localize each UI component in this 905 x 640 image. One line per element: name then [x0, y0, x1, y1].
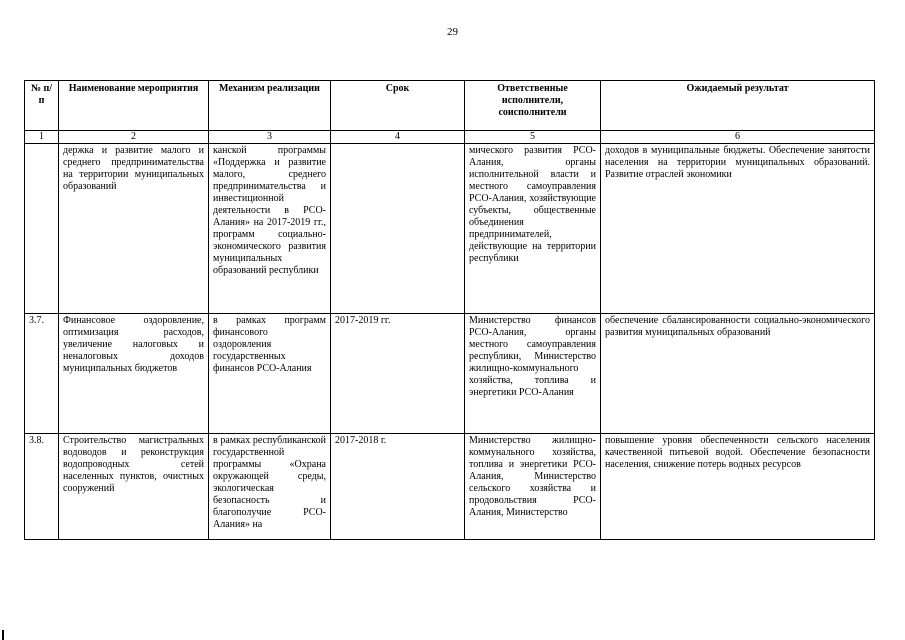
- executors: Министерство финансов РСО-Алания, органы местного самоуправления республики, Министерство жилищно-коммунального хозяйства, топлива и энергетики РСО-Алания: [465, 314, 601, 434]
- table-row: [25, 144, 875, 314]
- header-result: Ожидаемый результат: [601, 81, 875, 131]
- mechanism: канской программы «Поддержка и развитие малого, среднего предпринимательства и инвестиционной деятельности в РСО-Алания» на 2017-2019 гг., программ социально-экономического развития муниципальных образований республики: [209, 144, 331, 314]
- header-mechanism: Механизм реализации: [209, 81, 331, 131]
- column-numbers-row: [25, 131, 875, 144]
- executors: Министерство жилищно-коммунального хозяйства, топлива и энергетики РСО-Алания, Министерство сельского хозяйства и продовольствия РСО-Алания, Министерство: [465, 434, 601, 540]
- header-term: Срок: [331, 81, 465, 131]
- expected-result: доходов в муниципальные бюджеты. Обеспечение занятости населения на территории муниципальных образований. Развитие отраслей экономики: [601, 144, 875, 314]
- header-executors: Ответственные исполнители, соисполнители: [465, 81, 601, 131]
- expected-result: обеспечение сбалансированности социально-экономического развития муниципальных образований: [601, 314, 875, 434]
- column-number: 6: [601, 131, 875, 144]
- page-number: 29: [447, 26, 458, 38]
- header-measure-name: Наименование мероприятия: [59, 81, 209, 131]
- measure-name: Строительство магистральных водоводов и реконструкция водопроводных сетей населенных пунктов, очистных сооружений: [59, 434, 209, 540]
- mechanism: в рамках программ финансового оздоровления государственных финансов РСО-Алания: [209, 314, 331, 434]
- column-number: 2: [59, 131, 209, 144]
- row-number: 3.7.: [25, 314, 59, 434]
- measure-name: Финансовое оздоровление, оптимизация расходов, увеличение налоговых и неналоговых доходов муниципальных бюджетов: [59, 314, 209, 434]
- measure-name: держка и развитие малого и среднего предпринимательства на территории муниципальных образований: [59, 144, 209, 314]
- term: [331, 144, 465, 314]
- executors: мического развития РСО-Алания, органы исполнительной власти и местного самоуправления РСО-Алания, хозяйствующие субъекты, общественные объединения предпринимателей, действующие на территории республики: [465, 144, 601, 314]
- expected-result: повышение уровня обеспеченности сельского населения качественной питьевой водой. Обеспечение безопасности населения, снижение потерь водных ресурсов: [601, 434, 875, 540]
- header-number: № п/п: [25, 81, 59, 131]
- row-number: 3.8.: [25, 434, 59, 540]
- table-header-row: [25, 81, 875, 131]
- column-number: 1: [25, 131, 59, 144]
- mechanism: в рамках республиканской государственной программы «Охрана окружающей среды, экологическая безопасность и благополучие РСО-Алания» на: [209, 434, 331, 540]
- column-number: 3: [209, 131, 331, 144]
- column-number: 4: [331, 131, 465, 144]
- column-number: 5: [465, 131, 601, 144]
- measures-table: [24, 80, 875, 540]
- row-number: [25, 144, 59, 314]
- term: 2017-2019 гг.: [331, 314, 465, 434]
- table-row: [25, 434, 875, 540]
- scan-edge-mark: [2, 630, 4, 640]
- term: 2017-2018 г.: [331, 434, 465, 540]
- table-row: [25, 314, 875, 434]
